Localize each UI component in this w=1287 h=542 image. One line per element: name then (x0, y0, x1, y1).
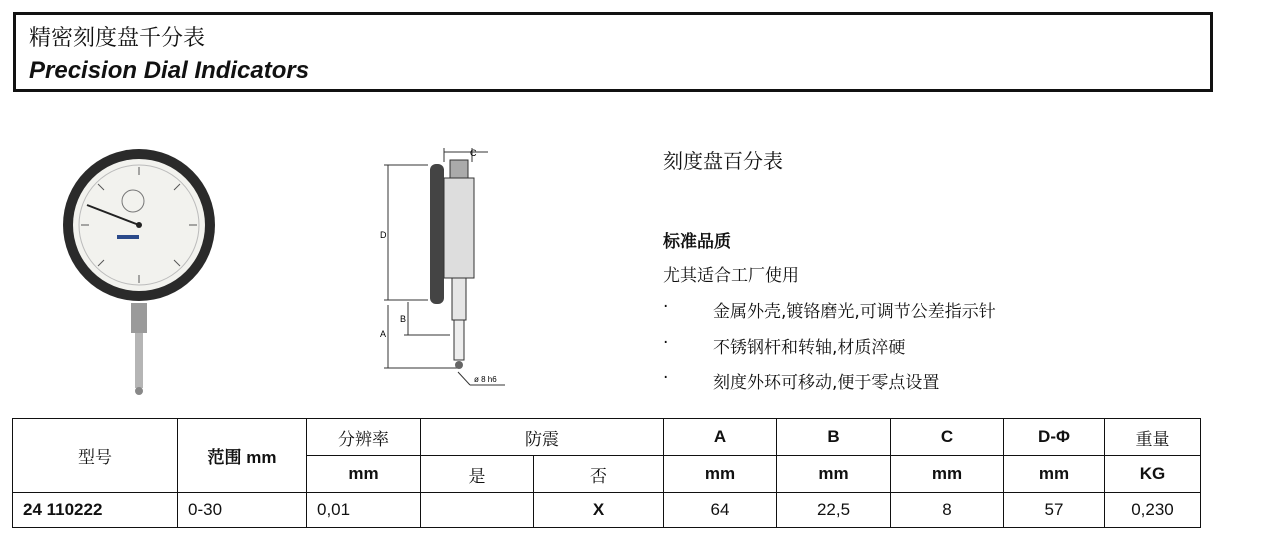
cell-a: 64 (664, 493, 777, 528)
feature-text: 刻度外环可移动,便于零点设置 (713, 373, 940, 393)
cell-d: 57 (1004, 493, 1105, 528)
page-title-en: Precision Dial Indicators (29, 57, 310, 84)
col-header-resolution: 分辨率 (307, 419, 421, 456)
col-header-a: A (664, 419, 777, 456)
dim-label-c: C (470, 148, 477, 158)
table-header-row (13, 419, 1201, 456)
cell-shock-no: X (534, 493, 664, 528)
unit-a: mm (664, 456, 777, 493)
spec-table (12, 418, 1201, 528)
dial-indicator-photo-icon (55, 145, 225, 400)
col-header-weight: 重量 (1105, 419, 1201, 456)
section-heading: 标准品质 (663, 232, 731, 252)
header-box (13, 12, 1213, 92)
dimension-drawing-icon (370, 140, 510, 390)
dim-label-b: B (400, 314, 407, 324)
bullet: · (663, 297, 669, 317)
usage-text: 尤其适合工厂使用 (663, 266, 799, 286)
col-header-shock-yes: 是 (421, 456, 534, 493)
unit-d: mm (1004, 456, 1105, 493)
unit-weight: KG (1105, 456, 1201, 493)
unit-b: mm (777, 456, 891, 493)
page-title-cn: 精密刻度盘千分表 (29, 26, 206, 51)
unit-c: mm (891, 456, 1004, 493)
cell-weight: 0,230 (1105, 493, 1201, 528)
product-title: 刻度盘百分表 (663, 149, 783, 173)
cell-b: 22,5 (777, 493, 891, 528)
col-header-shock-no: 否 (534, 456, 664, 493)
bullet: · (663, 368, 669, 388)
col-header-c: C (891, 419, 1004, 456)
col-header-d: D-Φ (1004, 419, 1105, 456)
col-header-shockproof: 防震 (421, 419, 664, 456)
dim-label-stem: ø 8 h6 (474, 375, 497, 384)
cell-model: 24 110222 (13, 493, 178, 528)
cell-range: 0-30 (178, 493, 307, 528)
table-row (13, 493, 1201, 528)
col-header-model: 型号 (13, 419, 178, 493)
cell-shock-yes (421, 493, 534, 528)
dim-label-d: D (380, 230, 387, 240)
bullet: · (663, 333, 669, 353)
feature-text: 金属外壳,镀铬磨光,可调节公差指示针 (713, 302, 996, 322)
cell-resolution: 0,01 (307, 493, 421, 528)
cell-c: 8 (891, 493, 1004, 528)
unit-resolution: mm (307, 456, 421, 493)
col-header-range: 范围 mm (178, 419, 307, 493)
feature-text: 不锈钢杆和转轴,材质淬硬 (713, 338, 906, 358)
col-header-b: B (777, 419, 891, 456)
dim-label-a: A (380, 329, 387, 339)
